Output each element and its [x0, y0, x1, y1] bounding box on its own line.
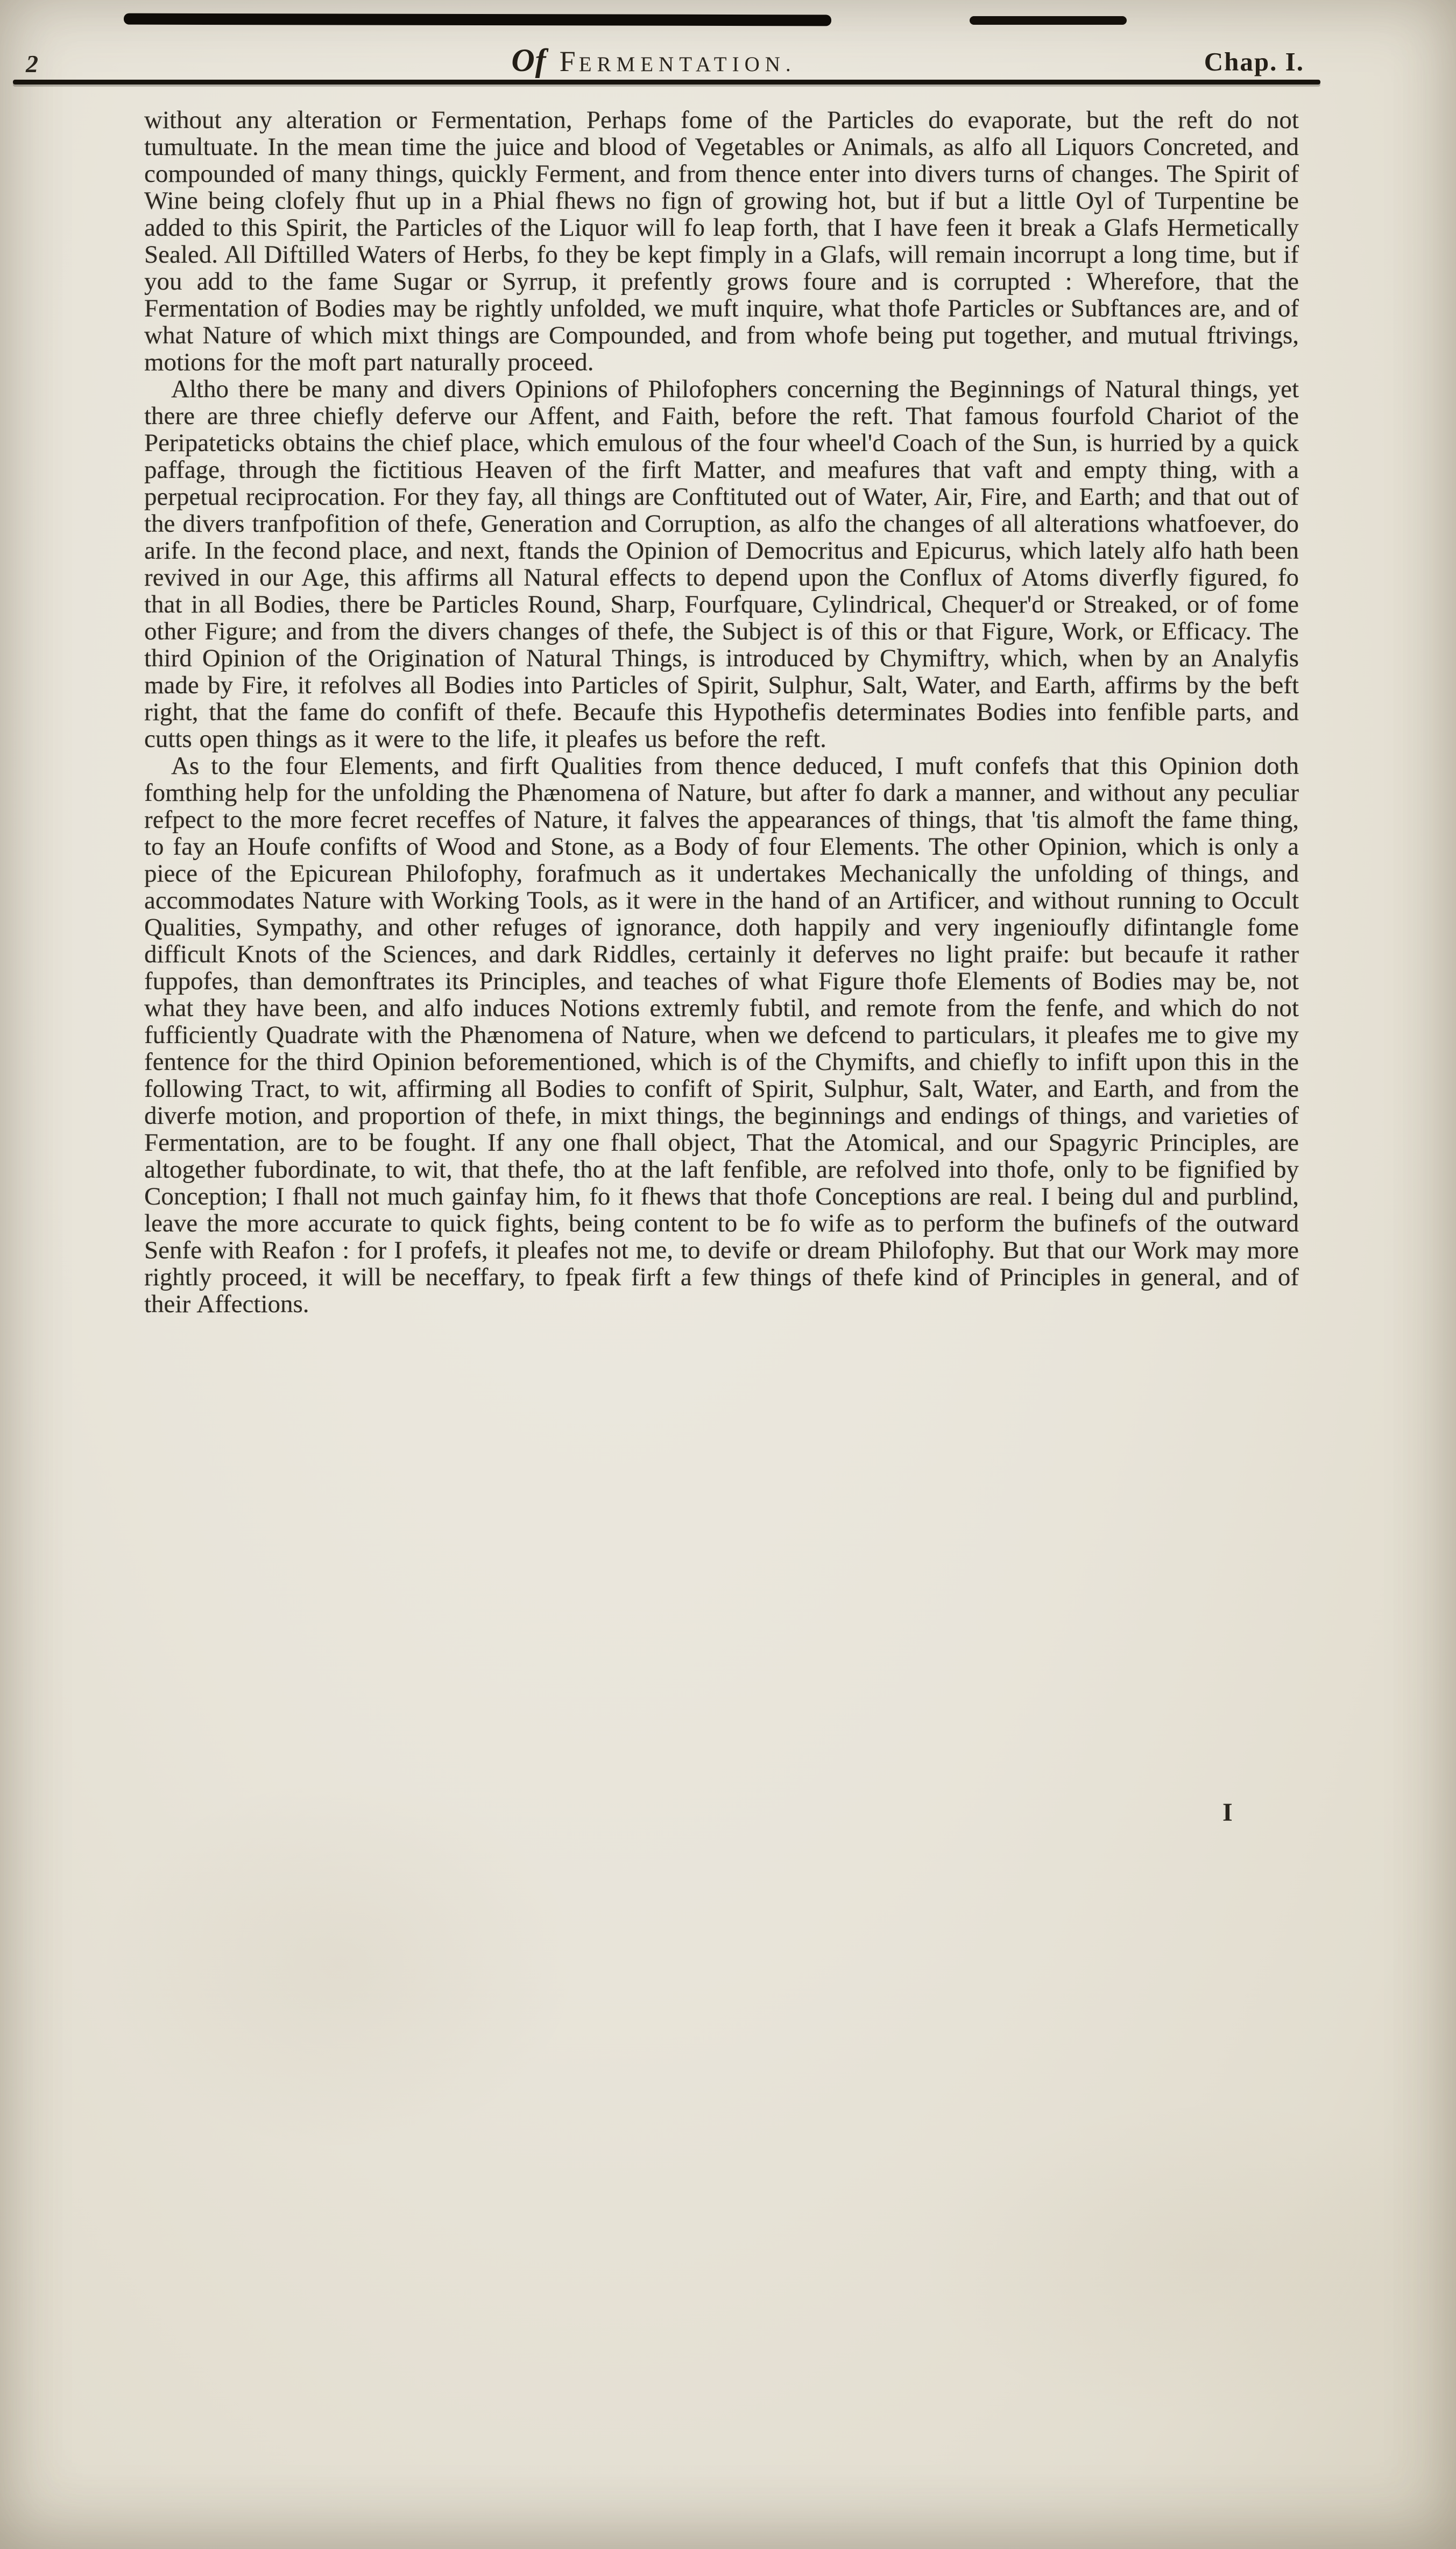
- running-title: [511, 42, 796, 79]
- scan-smudge-top-right: [970, 16, 1127, 25]
- running-title-initial: F: [559, 45, 579, 78]
- paragraph-2: Altho there be many and divers Opinions of Philofophers concerning the Beginnings of Natural things, yet there are three chiefly deferve our Affent, and Faith, before the reft. That famous fourfold Chariot of the Peripateticks obtains the chief place, which emulous of the four wheel'd Coach of the Sun, is hurried by a quick paffage, through the fictitious Heaven of the firft Matter, and meafures that vaft and empty thing, with a perpetual reciprocation. For they fay, all things are Conftituted out of Water, Air, Fire, and Earth; and that out of the divers tranfpofition of thefe, Generation and Corruption, as alfo the changes of all alterations whatfoever, do arife. In the fecond place, and next, ftands the Opinion of Democritus and Epicurus, which lately alfo hath been revived in our Age, this affirms all Natural effects to depend upon the Conflux of Atoms diverfly figured, fo that in all Bodies, there be Particles Round, Sharp, Fourfquare, Cylindrical, Chequer'd or Streaked, or of fome other Figure; and from the divers changes of thefe, the Subject is of this or that Figure, Work, or Efficacy. The third Opinion of the Origination of Natural Things, is introduced by Chymiftry, which, when by an Analyfis made by Fire, it refolves all Bodies into Particles of Spirit, Sulphur, Salt, Water, and Earth, affirms by the beft right, that the fame do confift of thefe. Becaufe this Hypothefis determinates Bodies into fenfible parts, and cutts open things as it were to the life, it pleafes us before the reft.: [144, 375, 1299, 753]
- page-header: [0, 42, 1456, 81]
- chapter-label: Chap. I.: [1204, 47, 1304, 76]
- text-block: [144, 107, 1299, 1318]
- running-title-of: Of: [511, 43, 547, 78]
- signature-mark: I: [1222, 1798, 1233, 1827]
- running-title-rest: ERMENTATION.: [578, 53, 796, 76]
- paragraph-3: As to the four Elements, and firft Qualities from thence deduced, I muft confefs that this Opinion doth fomthing help for the unfolding the Phænomena of Nature, but after fo dark a manner, and without any peculiar refpect to the more fecret receffes of Nature, it falves the appearances of things, that 'tis almoft the fame thing, to fay an Houfe confifts of Wood and Stone, as a Body of four Elements. The other Opinion, which is only a piece of the Epicurean Philofophy, forafmuch as it undertakes Mechanically the unfolding of things, and accommodates Nature with Working Tools, as it were in the hand of an Artificer, and without running to Occult Qualities, Sympathy, and other refuges of ignorance, doth happily and very ingenioufly difintangle fome difficult Knots of the Sciences, and dark Riddles, certainly it deferves no light praife: but becaufe it rather fuppofes, than demonftrates its Principles, and teaches of what Figure thofe Elements of Bodies may be, not what they have been, and alfo induces Notions extremly fubtil, and remote from the fenfe, and which do not fufficiently Quadrate with the Phænomena of Nature, when we defcend to particulars, it pleafes me to give my fentence for the third Opinion beforementioned, which is of the Chymifts, and chiefly to infift upon this in the following Tract, to wit, affirming all Bodies to confift of Spirit, Sulphur, Salt, Water, and Earth, and from the diverfe motion, and proportion of thefe, in mixt things, the beginnings and endings of things, and varieties of Fermentation, are to be fought. If any one fhall object, That the Atomical, and our Spagyric Principles, are altogether fubordinate, to wit, that thefe, tho at the laft fenfible, are refolved into thofe, only to be fignified by Conception; I fhall not much gainfay him, fo it fhews that thofe Conceptions are real. I being dul and purblind, leave the more accurate to quick fights, being content to be fo wife as to perform the bufinefs of the outward Senfe with Reafon : for I profefs, it pleafes not me, to devife or dream Philofophy. But that our Work may more rightly proceed, it will be neceffary, to fpeak firft a few things of thefe kind of Principles in general, and of their Affections.: [144, 752, 1299, 1318]
- running-title-word: [559, 45, 796, 78]
- paragraph-1: without any alteration or Fermentation, Perhaps fome of the Particles do evaporate, but the reft do not tumultuate. In the mean time the juice and blood of Vegetables or Animals, as alfo all Liquors Concreted, and compounded of many things, quickly Ferment, and from thence enter into divers turns of changes. The Spirit of Wine being clofely fhut up in a Phial fhews no fign of growing hot, but if but a little Oyl of Turpentine be added to this Spirit, the Particles of the Liquor will fo leap forth, that I have feen it break a Glafs Hermetically Sealed. All Diftilled Waters of Herbs, fo they be kept fimply in a Glafs, will remain incorrupt a long time, but if you add to the fame Sugar or Syrrup, it prefently grows foure and is corrupted : Wherefore, that the Fermentation of Bodies may be rightly unfolded, we muft inquire, what thofe Particles or Subftances are, and of what Nature of which mixt things are Compounded, and from whofe being put together, and mutual ftrivings, motions for the moft part naturally proceed.: [144, 106, 1299, 376]
- page-number: 2: [26, 50, 38, 78]
- scan-smudge-top-left: [124, 13, 831, 26]
- header-rule: [13, 80, 1320, 85]
